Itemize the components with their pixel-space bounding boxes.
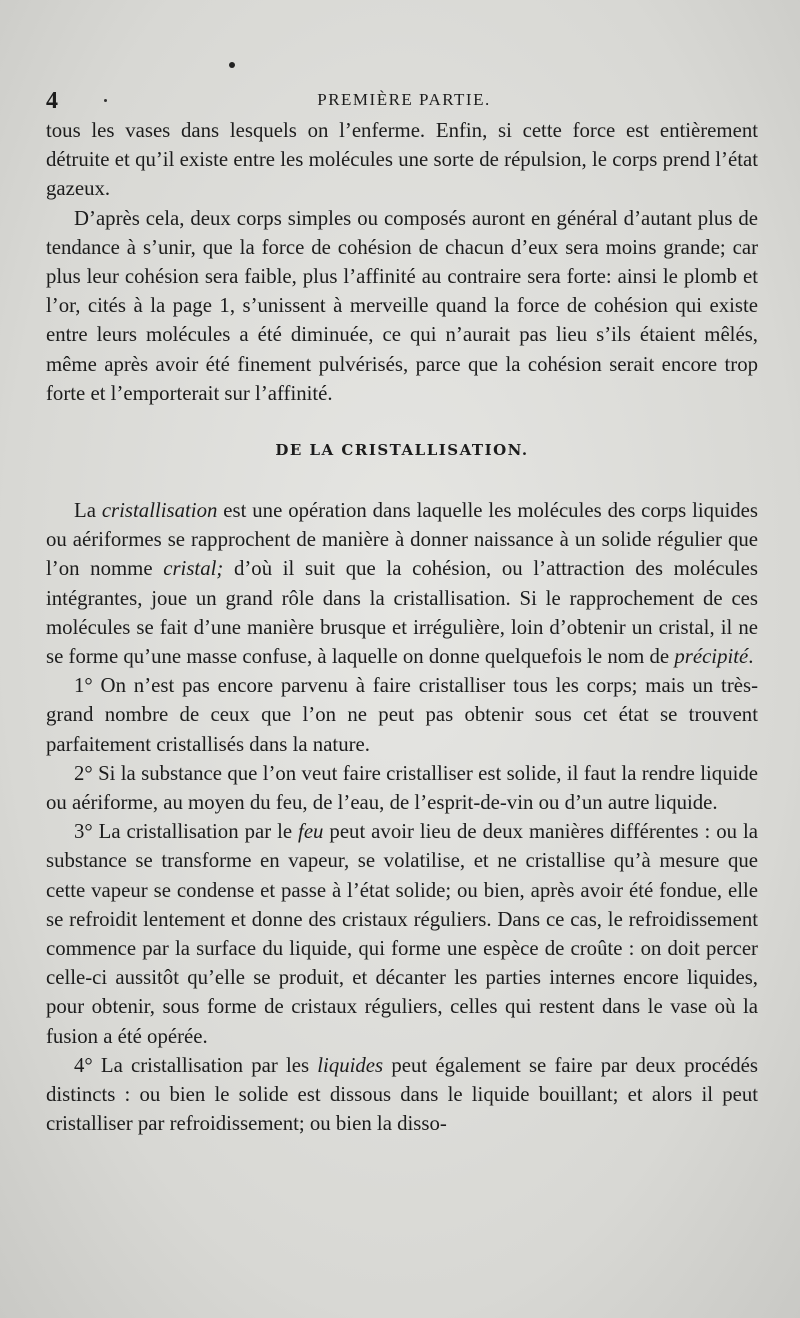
paragraph: tous les vases dans lesquels on l’enferme. Enfin, si cette force est entièrement détruite et qu’il existe entre les molécules une sorte de répulsion, le corps prend l’état gazeux. (46, 119, 758, 201)
text-run: peut avoir lieu de deux manières différentes : ou la substance se transforme en vapeur, se volatilise, et ne cristallise qu’à mesure que cette vapeur se condense et passe à l’état solide; ou bien, après avoir été fondue, elle se refroidit lentement et donne des cristaux réguliers. Dans ce cas, le refroidissement commence par la surface du liquide, qui forme une espèce de croûte : on doit percer celle-ci aussitôt qu’elle se produit, et décanter les parties internes encore liquides, pour obtenir, sous forme de cristaux réguliers, celles qui restent dans le vase où la fusion a été opérée. (46, 820, 758, 1048)
page-header (46, 88, 756, 114)
paragraph-3 (46, 817, 758, 1051)
text-run: est une opération dans laquelle les molécules des corps liquides ou aériformes se rapprochent de manière à donner naissance à un solide régulier que l’on nomme (46, 499, 758, 581)
emphasis: précipité (674, 645, 749, 669)
section-title: DE LA CRISTALLISATION. (275, 441, 529, 460)
paragraph-1: 1° On n’est pas encore parvenu à faire cristalliser tous les corps; mais un très-grand nombre de ceux que l’on ne peut pas obtenir sous cet état se trouvent parfaitement cristallisés dans la nature. (46, 674, 758, 756)
text-run: peut également se faire par deux procédés distincts : ou bien le solide est dissous dans le liquide bouillant; et alors il peut cristalliser par refroidissement; ou bien la disso- (46, 1053, 758, 1136)
text-run: La (74, 499, 102, 523)
paragraph-intro (46, 496, 758, 671)
paragraph-4 (46, 1051, 758, 1139)
text-run: 4° La cristallisation par les (74, 1053, 318, 1077)
text-run: d’où il suit que la cohésion, ou l’attraction des molécules intégrantes, joue un grand rôle dans la cristallisation. Si le rapprochement de ces molécules se fait d’une manière brusque et irrégulière, loin d’obtenir un cristal, il ne se forme qu’une masse confuse, à laquelle on donne quelquefois le nom de (46, 557, 758, 669)
ink-speck (229, 62, 235, 68)
text-run: . (748, 645, 754, 669)
emphasis: feu (298, 820, 324, 844)
emphasis: liquides (317, 1053, 384, 1077)
emphasis: cristal; (163, 557, 224, 581)
running-title: PREMIÈRE PARTIE. (317, 90, 491, 109)
body-text (46, 116, 758, 1139)
paragraph: D’après cela, deux corps simples ou composés auront en général d’autant plus de tendance à s’unir, que la force de cohésion de chacun d’eux sera moins grande; car plus leur cohésion sera faible, plus l’affinité au contraire sera forte: ainsi le plomb et l’or, cités à la page 1, s’unissent à merveille quand la force de cohésion qui existe entre leurs molécules a été diminuée, ce qui n’aurait pas lieu s’ils étaient mêlés, même après avoir été finement pulvérisés, parce que la cohésion serait encore trop forte et l’emporterait sur l’affinité. (46, 206, 758, 405)
emphasis: cristallisation (101, 499, 218, 523)
page-number: 4 (46, 88, 58, 114)
paragraph-2: 2° Si la substance que l’on veut faire cristalliser est solide, il faut la rendre liquide ou aériforme, au moyen du feu, de l’eau, de l’esprit-de-vin ou d’un autre liquide. (46, 761, 758, 815)
text-run: 3° La cristallisation par le (74, 820, 299, 844)
